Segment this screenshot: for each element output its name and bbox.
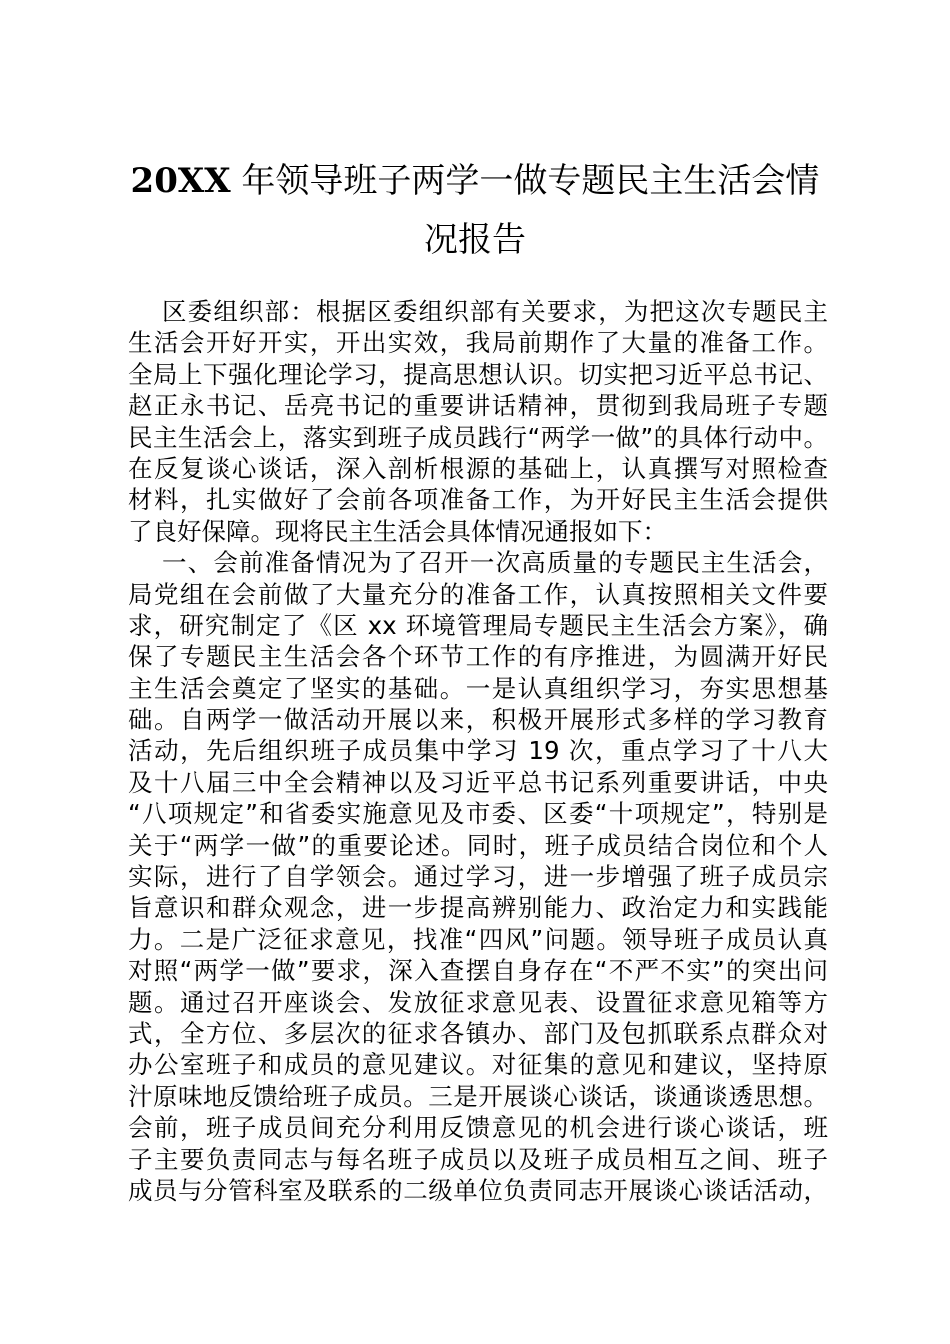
body-line: 生活会开好开实，开出实效，我局前期作了大量的准备工作。: [128, 328, 828, 358]
body-line: 材料，扎实做好了会前各项准备工作，为开好民主生活会提供: [128, 485, 828, 515]
document-body: [128, 296, 828, 1206]
document-title-line-2: 况报告: [424, 220, 526, 260]
document-title-line-1: [100, 153, 850, 209]
body-line: 汁原味地反馈给班子成员。三是开展谈心谈话，谈通谈透思想。: [128, 1081, 828, 1111]
body-line: 主生活会奠定了坚实的基础。一是认真组织学习，夯实思想基: [128, 673, 828, 703]
body-line: 力。二是广泛征求意见，找准“四风”问题。领导班子成员认真: [128, 924, 828, 954]
body-line: 关于“两学一做”的重要论述。同时，班子成员结合岗位和个人: [128, 830, 828, 860]
body-line: 实际，进行了自学领会。通过学习，进一步增强了班子成员宗: [128, 862, 828, 892]
body-line: 局党组在会前做了大量充分的准备工作，认真按照相关文件要: [128, 579, 828, 609]
body-line: 式，全方位、多层次的征求各镇办、部门及包抓联系点群众对: [128, 1018, 828, 1048]
body-line: 办公室班子和成员的意见建议。对征集的意见和建议，坚持原: [128, 1050, 828, 1080]
body-line: 保了专题民主生活会各个环节工作的有序推进，为圆满开好民: [128, 642, 828, 672]
body-line: 成员与分管科室及联系的二级单位负责同志开展谈心谈话活动，: [128, 1175, 828, 1205]
body-line: “八项规定”和省委实施意见及市委、区委“十项规定”，特别是: [128, 799, 828, 829]
body-line: 对照“两学一做”要求，深入查摆自身存在“不严不实”的突出问: [128, 956, 828, 986]
title-year: 20XX: [130, 161, 231, 201]
body-line: 活动，先后组织班子成员集中学习 19 次，重点学习了十八大: [128, 736, 828, 766]
title-text-line-1: 年领导班子两学一做专题民主生活会情: [230, 161, 820, 201]
body-line: 全局上下强化理论学习，提高思想认识。切实把习近平总书记、: [128, 359, 828, 389]
body-line: 会前，班子成员间充分利用反馈意见的机会进行谈心谈话，班: [128, 1113, 828, 1143]
body-line: 一、会前准备情况为了召开一次高质量的专题民主生活会，: [162, 548, 828, 578]
body-line: 旨意识和群众观念，进一步提高辨别能力、政治定力和实践能: [128, 893, 828, 923]
body-line: 求，研究制定了《区 xx 环境管理局专题民主生活会方案》，确: [128, 610, 828, 640]
body-line: 了良好保障。现将民主生活会具体情况通报如下：: [128, 516, 667, 546]
body-line: 础。自两学一做活动开展以来，积极开展形式多样的学习教育: [128, 705, 828, 735]
body-line: 及十八届三中全会精神以及习近平总书记系列重要讲话，中央: [128, 767, 828, 797]
body-line: 民主生活会上，落实到班子成员践行“两学一做”的具体行动中。: [128, 422, 828, 452]
body-line: 子主要负责同志与每名班子成员以及班子成员相互之间、班子: [128, 1144, 828, 1174]
body-line: 在反复谈心谈话，深入剖析根源的基础上，认真撰写对照检查: [128, 453, 828, 483]
body-line: 赵正永书记、岳亮书记的重要讲话精神，贯彻到我局班子专题: [128, 391, 828, 421]
body-line: 题。通过召开座谈会、发放征求意见表、设置征求意见箱等方: [128, 987, 828, 1017]
body-line: 区委组织部：根据区委组织部有关要求，为把这次专题民主: [162, 297, 828, 326]
